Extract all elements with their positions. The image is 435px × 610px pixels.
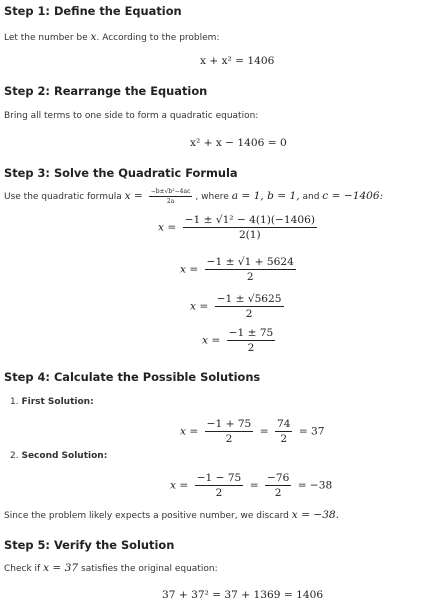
line-numerator: −1 ± √1 + 5624 [206,256,294,268]
line-numerator: −1 ± 75 [228,327,274,339]
eq-denominator: 2 [280,433,288,445]
list-number: 2. [10,451,19,461]
eq-numerator: −1 + 75 [206,418,252,430]
second-solution-item [10,451,107,461]
quadratic-formula [149,188,193,205]
discard-text [4,509,339,521]
step1-var: x [90,31,97,43]
line-lhs: x = [158,221,177,234]
first-solution-item [10,397,94,407]
line-denominator: 2(1) [238,229,261,241]
step1-heading: Step 1: Define the Equation [4,4,182,18]
line-numerator: −1 ± √5625 [216,293,282,305]
line-denominator: 2 [247,342,255,354]
eq-equals: = [249,479,259,492]
step5-equation: 37 + 37² = 37 + 1369 = 1406 [162,589,324,601]
quadratic-formula-numerator: −b±√b²−4ac [150,188,191,195]
quadratic-formula-denominator: 2a [166,198,175,205]
step3-heading: Step 3: Solve the Quadratic Formula [4,166,238,180]
step5-check-a: Check if [4,564,41,574]
formula-lhs: x = [124,190,143,202]
eq-denominator: 2 [274,487,282,499]
step1-equation: x + x² = 1406 [200,55,275,67]
discard-text-body: Since the problem likely expects a positive number, we discard [4,511,289,521]
step3-intro-b: , where [195,192,229,202]
eq-result: = −38 [297,479,333,492]
step1-text [4,31,219,43]
step5-check-b: satisfies the original equation: [81,564,218,574]
step3-line-1 [158,214,320,241]
eq-denominator: 2 [215,487,223,499]
eq-lhs: x = [170,479,189,492]
eq-lhs: x = [180,425,199,438]
line-denominator: 2 [245,308,253,320]
eq-equals: = [259,425,269,438]
step1-text-before: Let the number be [4,33,88,43]
line-lhs: x = [190,300,209,313]
list-number: 1. [10,397,19,407]
line-lhs: x = [180,263,199,276]
step5-text [4,562,218,574]
step4-heading: Step 4: Calculate the Possible Solutions [4,370,261,384]
step2-equation: x² + x − 1406 = 0 [190,137,287,149]
eq-result: = 37 [298,425,325,438]
eq-denominator: 2 [225,433,233,445]
step3-intro-c: and [302,192,320,202]
eq-numerator: −1 − 75 [196,472,242,484]
line-lhs: x = [202,334,221,347]
step3-params: a = 1, b = 1, [231,190,300,202]
first-solution-equation [180,418,325,445]
step3-param-c: c = −1406: [322,190,384,202]
first-solution-label: First Solution: [21,397,94,407]
step2-heading: Step 2: Rearrange the Equation [4,84,208,98]
eq-numerator: 74 [276,418,291,430]
step1-text-after: . According to the problem: [96,33,220,43]
second-solution-equation [170,472,332,499]
line-numerator: −1 ± √1² − 4(1)(−1406) [184,214,316,226]
second-solution-label: Second Solution: [21,451,108,461]
step3-line-3 [190,293,287,320]
step3-line-2 [180,256,299,283]
step3-intro-a: Use the quadratic formula [4,192,122,202]
eq-numerator: −76 [266,472,290,484]
step2-text: Bring all terms to one side to form a quadratic equation: [4,111,259,121]
line-denominator: 2 [246,271,254,283]
discard-value: x = −38. [291,509,340,521]
step5-heading: Step 5: Verify the Solution [4,538,175,552]
step5-check-var: x = 37 [43,562,79,574]
step3-intro [4,188,383,205]
step3-line-4 [202,327,278,354]
